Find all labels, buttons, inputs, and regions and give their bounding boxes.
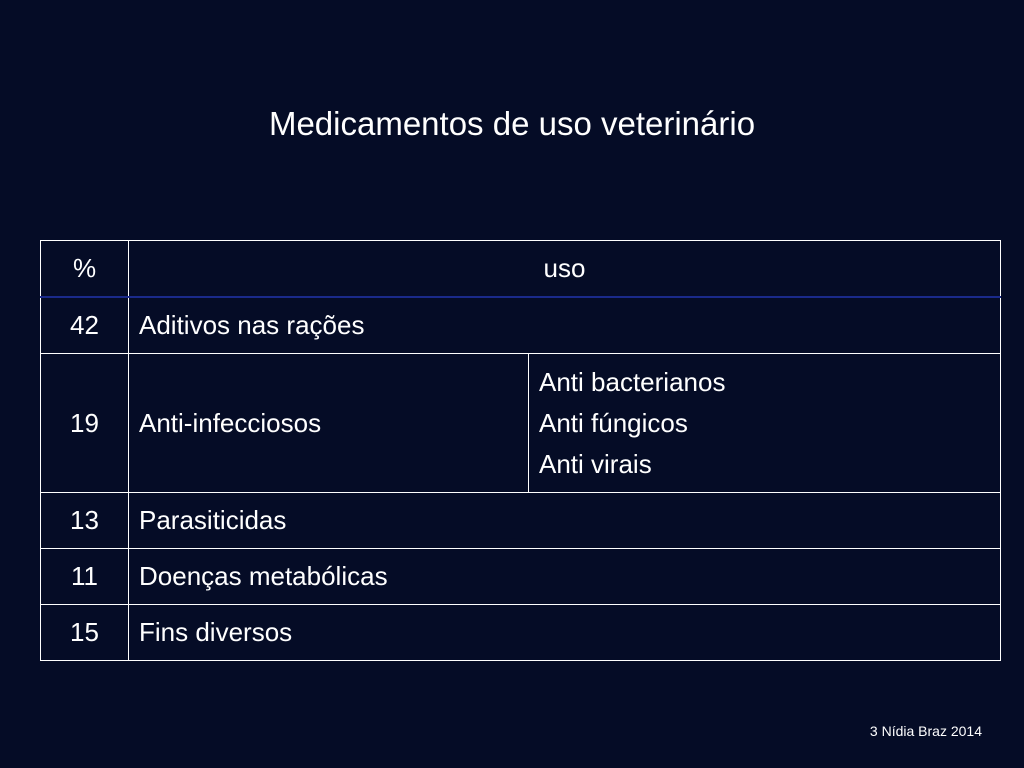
subtype-cell: [529, 354, 1001, 493]
percent-cell: 11: [41, 549, 129, 605]
uso-cell: Aditivos nas rações: [129, 297, 1001, 354]
header-percent: %: [41, 241, 129, 298]
percent-cell: 15: [41, 605, 129, 661]
uso-cell: Fins diversos: [129, 605, 1001, 661]
uso-cell: Doenças metabólicas: [129, 549, 1001, 605]
table-row: [41, 493, 1001, 549]
table-row: [41, 297, 1001, 354]
table-header-row: [41, 241, 1001, 298]
table-row: [41, 354, 1001, 493]
percent-cell: 42: [41, 297, 129, 354]
percent-cell: 13: [41, 493, 129, 549]
usage-table: [40, 240, 1001, 661]
percent-cell: 19: [41, 354, 129, 493]
subtype-item: Anti bacterianos: [539, 366, 726, 397]
subtype-item: Anti virais: [539, 448, 652, 479]
uso-cell: Anti-infecciosos: [129, 354, 529, 493]
uso-cell: Parasiticidas: [129, 493, 1001, 549]
header-uso: uso: [129, 241, 1001, 298]
footer-note: 3 Nídia Braz 2014: [869, 723, 982, 739]
slide-title: Medicamentos de uso veterinário: [268, 105, 756, 142]
table-row: [41, 549, 1001, 605]
subtype-item: Anti fúngicos: [539, 407, 688, 438]
table-row: [41, 605, 1001, 661]
